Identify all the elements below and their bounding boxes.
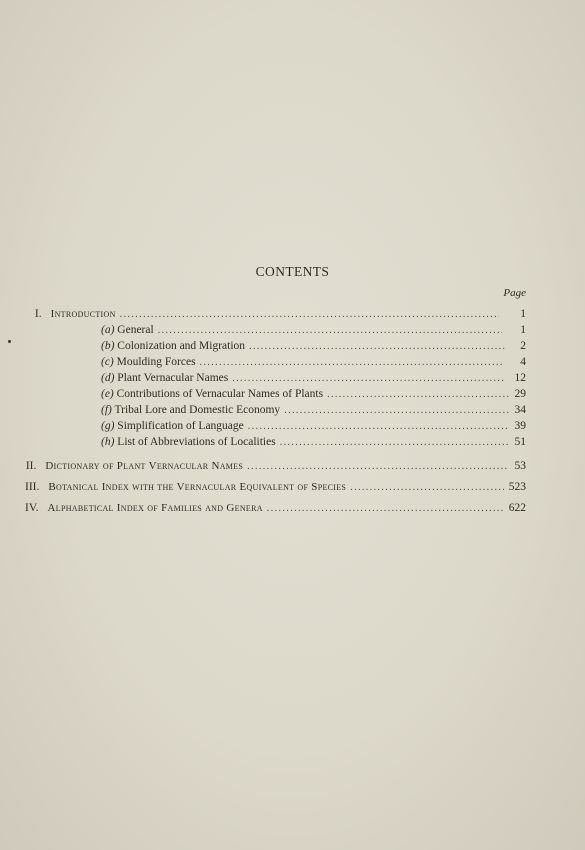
toc-subentry-colonization[interactable] xyxy=(101,338,526,355)
toc-subentry-letter: (g) xyxy=(101,420,115,432)
leader-dots xyxy=(158,323,502,339)
toc-entry-page: 51 xyxy=(514,436,526,448)
toc-subentry-letter: (c) xyxy=(101,356,114,368)
toc-subentry-letter: (h) xyxy=(101,436,115,448)
toc-entry-page: 34 xyxy=(514,404,526,416)
toc-subentry-text xyxy=(101,370,228,386)
toc-entry-number: I. xyxy=(34,308,42,320)
toc-entry-page: 29 xyxy=(514,388,526,400)
toc-subentry-label: Plant Vernacular Names xyxy=(117,372,229,384)
toc-entry-label: Alphabetical Index of Families and Genera xyxy=(47,502,263,514)
toc-subentry-tribal-lore[interactable] xyxy=(101,402,526,419)
toc-subentry-text xyxy=(101,322,154,338)
toc-subentry-letter: (a) xyxy=(101,324,115,336)
toc-entry-page: 523 xyxy=(508,481,526,493)
toc-subentry-text xyxy=(101,354,196,370)
toc-subentry-label: Colonization and Migration xyxy=(117,340,246,352)
ink-speck xyxy=(8,340,11,343)
toc-subentry-abbreviations[interactable] xyxy=(101,434,526,451)
toc-entry-page: 39 xyxy=(514,420,526,432)
toc-subentry-simplification[interactable] xyxy=(101,418,526,435)
toc-entry-page: 2 xyxy=(520,340,526,352)
toc-entry-page: 1 xyxy=(520,308,526,320)
leader-dots xyxy=(247,459,506,475)
toc-entry-page: 53 xyxy=(514,460,527,472)
toc-subentry-letter: (f) xyxy=(101,404,112,416)
leader-dots xyxy=(280,435,509,451)
toc-subentry-letter: (b) xyxy=(101,340,115,352)
toc-subentry-label: Simplification of Language xyxy=(117,420,244,432)
toc-entry-dictionary[interactable] xyxy=(25,458,526,475)
toc-subentry-label: General xyxy=(117,324,154,336)
toc-subentry-text xyxy=(101,386,323,402)
toc-subentry-contributions[interactable] xyxy=(101,386,526,403)
toc-entry-alphabetical-index[interactable] xyxy=(25,500,526,517)
toc-entry-page: 4 xyxy=(520,356,526,368)
toc-subentry-letter: (d) xyxy=(101,372,115,384)
toc-entry-number: IV. xyxy=(25,502,39,514)
toc-subentry-text xyxy=(101,418,244,434)
page-column-header: Page xyxy=(503,287,526,299)
toc-entry-botanical-index[interactable] xyxy=(25,479,526,496)
leader-dots xyxy=(200,355,504,371)
toc-subentry-general[interactable] xyxy=(101,322,526,339)
leader-dots xyxy=(249,339,507,355)
toc-entry-page: 622 xyxy=(508,502,526,514)
toc-subentry-text xyxy=(101,338,245,354)
toc-entry-page: 1 xyxy=(520,324,526,336)
toc-subentry-text xyxy=(101,402,280,418)
leader-dots xyxy=(350,480,505,496)
toc-entry-introduction[interactable] xyxy=(25,306,526,323)
leader-dots xyxy=(232,371,506,387)
toc-entry-page: 12 xyxy=(514,372,526,384)
leader-dots xyxy=(327,387,510,403)
leader-dots xyxy=(284,403,508,419)
toc-entry-label: Dictionary of Plant Vernacular Names xyxy=(45,460,244,472)
page-title: CONTENTS xyxy=(255,264,330,279)
toc-subentry-moulding-forces[interactable] xyxy=(101,354,526,371)
toc-entry-number: III. xyxy=(25,481,40,493)
toc-subentry-label: Moulding Forces xyxy=(116,356,196,368)
toc-entry-label: Botanical Index with the Vernacular Equivalent of Species xyxy=(48,481,347,493)
leader-dots xyxy=(248,419,507,435)
leader-dots xyxy=(267,501,505,517)
toc-subentry-plant-vernacular-names[interactable] xyxy=(101,370,526,387)
toc-subentry-letter: (e) xyxy=(101,388,114,400)
leader-dots xyxy=(120,307,500,323)
toc-subentry-label: Tribal Lore and Domestic Economy xyxy=(114,404,281,416)
toc-entry-number: II. xyxy=(25,460,37,472)
toc-subentry-label: Contributions of Vernacular Names of Plants xyxy=(116,388,324,400)
toc-entry-label: Introduction xyxy=(50,308,116,320)
toc-subentry-label: List of Abbreviations of Localities xyxy=(117,436,276,448)
toc-subentry-text xyxy=(101,434,276,450)
